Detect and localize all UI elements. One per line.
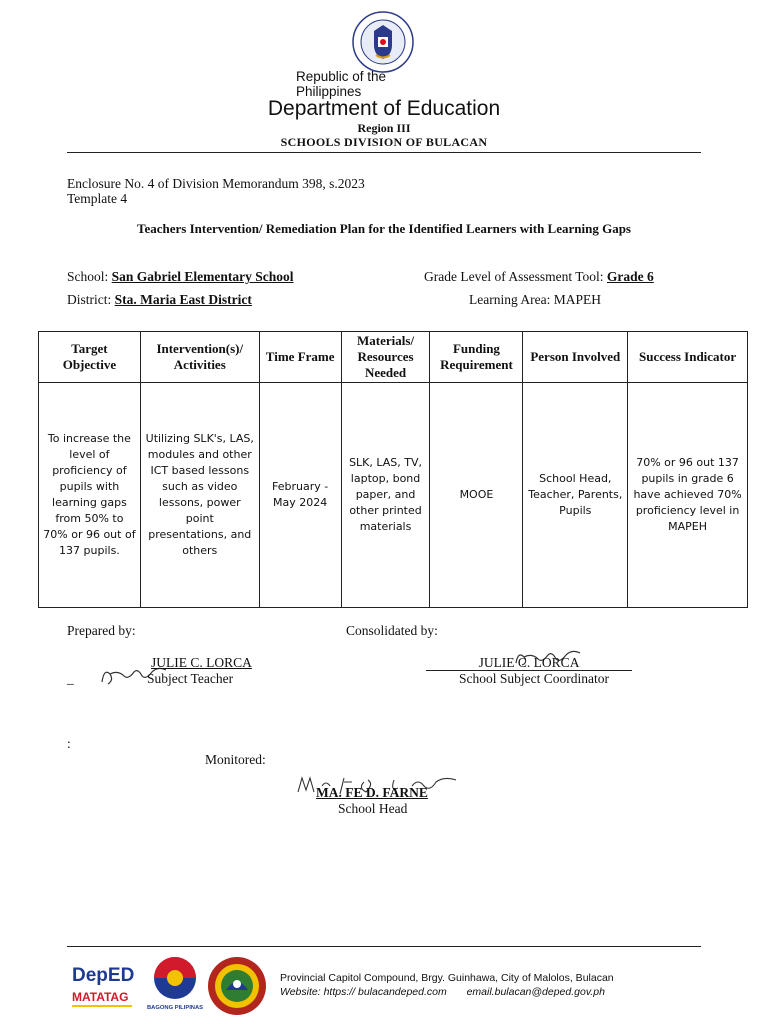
header-target-objective: Target Objective <box>39 332 141 383</box>
deped-logo-text: DepED <box>72 965 135 986</box>
cell-time-frame: February - May 2024 <box>259 383 341 608</box>
district-value: Sta. Maria East District <box>114 292 252 307</box>
header-success-indicator: Success Indicator <box>628 332 748 383</box>
division-seal-icon <box>206 956 268 1016</box>
department-title: Department of Education <box>267 97 501 120</box>
footer-contact <box>280 985 614 999</box>
enclosure-line: Enclosure No. 4 of Division Memorandum 398, s.2023 <box>67 176 365 191</box>
school-field <box>67 269 294 285</box>
header-materials: Materials/ Resources Needed <box>341 332 430 383</box>
region-text: Region III <box>357 121 411 135</box>
learning-area-value: MAPEH <box>553 292 601 307</box>
footer-address-block <box>280 971 614 999</box>
consolidated-by-label: Consolidated by: <box>346 623 438 638</box>
cell-interventions: Utilizing SLK's, LAS, modules and other ICT based lessons such as video lessons, power point presentations, and others <box>140 383 259 608</box>
prepared-by-label: Prepared by: <box>67 623 136 638</box>
footer-email: email.bulacan@deped.gov.ph <box>466 986 605 998</box>
header-interventions: Intervention(s)/ Activities <box>140 332 259 383</box>
cell-person-involved: School Head, Teacher, Parents, Pupils <box>523 383 628 608</box>
cell-funding: MOOE <box>430 383 523 608</box>
table-header-row <box>39 332 748 383</box>
school-label: School: <box>67 269 109 284</box>
grade-field <box>424 269 654 285</box>
enclosure-block <box>67 176 365 206</box>
table-row <box>39 383 748 608</box>
district-field <box>67 292 252 308</box>
header-time-frame: Time Frame <box>259 332 341 383</box>
deped-matatag-logo-icon <box>70 957 136 1011</box>
prepared-title: Subject Teacher <box>147 671 234 686</box>
stray-underscore: _ <box>67 671 74 686</box>
document-title: Teachers Intervention/ Remediation Plan for the Identified Learners with Learning Gaps <box>137 221 631 236</box>
grade-label: Grade Level of Assessment Tool: <box>424 269 604 284</box>
matatag-logo-text: MATATAG <box>72 990 129 1004</box>
republic-text: Republic of the Philippines <box>296 69 387 99</box>
template-line: Template 4 <box>67 191 128 206</box>
prepared-name: JULIE C. LORCA <box>151 655 252 670</box>
grade-value: Grade 6 <box>606 269 654 284</box>
monitored-label: Monitored: <box>205 752 266 767</box>
stray-colon: : <box>67 736 71 751</box>
consolidated-title: School Subject Coordinator <box>459 671 609 686</box>
learning-area-field <box>469 292 601 308</box>
intervention-plan-table <box>38 331 748 608</box>
district-label: District: <box>67 292 112 307</box>
bagong-pilipinas-logo-icon <box>146 955 204 1011</box>
monitored-title: School Head <box>338 801 408 816</box>
monitored-name: MA. FE D. FARNE <box>316 785 428 800</box>
deped-seal-icon <box>352 11 414 73</box>
footer-address: Provincial Capitol Compound, Brgy. Guinhawa, City of Malolos, Bulacan <box>280 972 614 984</box>
cell-materials: SLK, LAS, TV, laptop, bond paper, and other printed materials <box>341 383 430 608</box>
learning-area-label: Learning Area: <box>469 292 551 307</box>
header-person-involved: Person Involved <box>523 332 628 383</box>
header-divider <box>67 152 701 153</box>
division-text: SCHOOLS DIVISION OF BULACAN <box>280 135 488 149</box>
school-value: San Gabriel Elementary School <box>111 269 294 284</box>
cell-target-objective: To increase the level of proficiency of pupils with learning gaps from 50% to 70% or 96 out of 137 pupils. <box>39 383 141 608</box>
footer-divider <box>67 946 701 947</box>
footer-website: Website: https:// bulacandeped.com <box>280 986 447 998</box>
cell-success-indicator: 70% or 96 out 137 pupils in grade 6 have achieved 70% proficiency level in MAPEH <box>628 383 748 608</box>
header-funding: Funding Requirement <box>430 332 523 383</box>
bagong-pilipinas-logo-text: BAGONG PILIPINAS <box>147 1005 204 1011</box>
consolidated-name: JULIE C. LORCA <box>426 655 632 671</box>
